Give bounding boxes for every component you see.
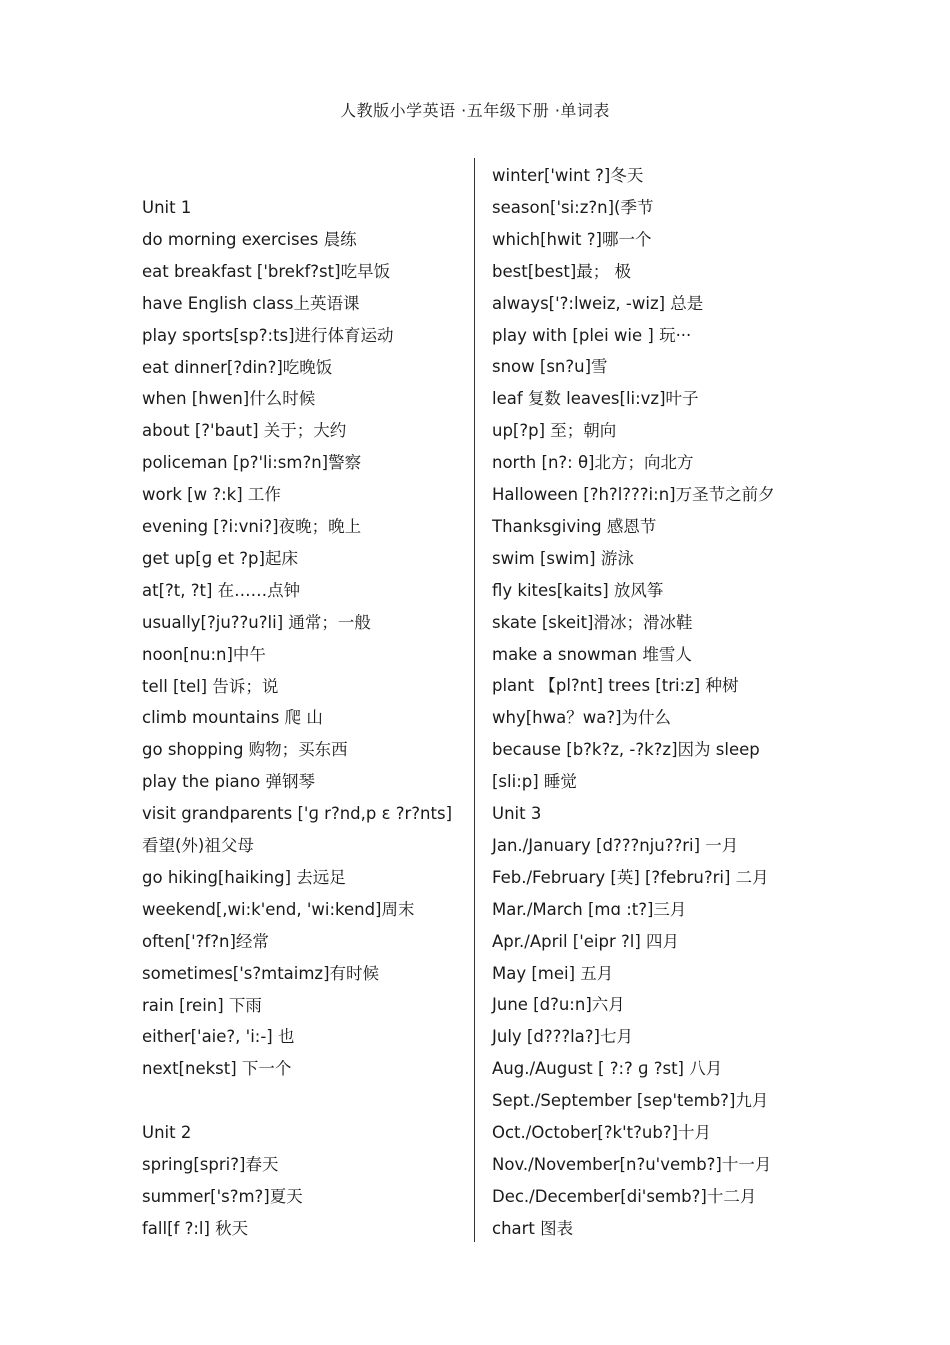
vocabulary-entry: July [d???la?]七月 (492, 1027, 633, 1047)
vocabulary-entry: Sept./September [sep'temb?]九月 (492, 1091, 769, 1111)
vocabulary-entry: play sports[sp?:ts]进行体育运动 (142, 325, 394, 345)
vocabulary-entry: either['aie?, 'i:-] 也 (142, 1027, 295, 1047)
vocabulary-entry: usually[?ju??u?li] 通常；一般 (142, 612, 371, 632)
vocabulary-entry: always['?:lweiz, -wiz] 总是 (492, 293, 704, 313)
vocabulary-entry: 看望(外)祖父母 (142, 836, 254, 855)
vocabulary-entry: plant 【pl?nt] trees [tri:z] 种树 (492, 676, 739, 696)
vocabulary-entry: work [w ?:k] 工作 (142, 485, 281, 505)
unit-heading: Unit 2 (142, 1123, 192, 1143)
vocabulary-entry: when [hwen]什么时候 (142, 389, 316, 409)
vocabulary-entry: June [d?u:n]六月 (492, 995, 625, 1015)
vocabulary-entry: season['si:z?n](季节 (492, 197, 654, 217)
vocabulary-entry: up[?p] 至；朝向 (492, 421, 617, 441)
vocabulary-entry: Apr./April ['eipr ?l] 四月 (492, 931, 680, 951)
vocabulary-entry: Aug./August [ ?:? ɡ ?st] 八月 (492, 1059, 723, 1079)
vocabulary-entry: evening [?i:vni?]夜晚；晚上 (142, 517, 362, 536)
vocabulary-entry: fly kites[kaits] 放风筝 (492, 580, 664, 600)
vocabulary-entry: noon[nu:n]中午 (142, 644, 266, 664)
vocabulary-entry: play with [plei wie ] 玩··· (492, 325, 692, 345)
vocabulary-entry: spring[spri?]春天 (142, 1155, 279, 1174)
vocabulary-entry: skate [skeit]滑冰；滑冰鞋 (492, 612, 693, 632)
vocabulary-entry: chart 图表 (492, 1218, 574, 1238)
vocabulary-entry: sometimes['s?mtaimz]有时候 (142, 963, 380, 983)
vocabulary-entry: tell [tel] 告诉；说 (142, 676, 279, 696)
vocabulary-entry: policeman [p?'li:sm?n]警察 (142, 453, 362, 473)
vocabulary-entry: rain [rein] 下雨 (142, 995, 262, 1015)
vocabulary-entry: Feb./February [英] [?febru?ri] 二月 (492, 867, 769, 887)
vocabulary-entry: winter['wint ?]冬天 (492, 166, 644, 185)
vocabulary-entry: leaf 复数 leaves[li:vz]叶子 (492, 389, 699, 409)
vocabulary-entry: have English class上英语课 (142, 293, 360, 313)
vocabulary-entry: make a snowman 堆雪人 (492, 644, 692, 664)
vocabulary-entry: eat dinner[?din?]吃晚饭 (142, 357, 333, 377)
vocabulary-entry: north [n?: θ]北方；向北方 (492, 453, 694, 473)
vocabulary-entry: May [mei] 五月 (492, 963, 614, 983)
vocabulary-entry: because [b?k?z, -?k?z]因为 sleep (492, 740, 760, 760)
vocabulary-entry: often['?f?n]经常 (142, 931, 269, 951)
vocabulary-entry: Nov./November[n?u'vemb?]十一月 (492, 1154, 772, 1174)
vocabulary-entry: next[nekst] 下一个 (142, 1059, 292, 1079)
vocabulary-entry: summer['s?m?]夏天 (142, 1186, 303, 1206)
vocabulary-entry: [sli:p] 睡觉 (492, 772, 577, 792)
vocabulary-entry: why[hwa？wa?]为什么 (492, 708, 672, 728)
vocabulary-entry: get up[ɡ et ?p]起床 (142, 548, 298, 568)
unit-heading: Unit 3 (492, 804, 542, 823)
vocabulary-entry: at[?t, ?t] 在……点钟 (142, 580, 301, 600)
vocabulary-entry: Dec./December[di'semb?]十二月 (492, 1186, 757, 1206)
vocabulary-entry: climb mountains 爬 山 (142, 708, 323, 728)
vocabulary-entry: go shopping 购物；买东西 (142, 740, 348, 760)
vocabulary-entry: go hiking[haiking] 去远足 (142, 867, 346, 887)
vocabulary-entry: Halloween [?h?l???i:n]万圣节之前夕 (492, 485, 775, 504)
vocabulary-entry: do morning exercises 晨练 (142, 229, 357, 249)
column-divider (474, 158, 475, 1242)
unit-heading: Unit 1 (142, 198, 192, 217)
vocabulary-entry: eat breakfast ['brekf?st]吃早饭 (142, 261, 391, 281)
vocabulary-entry: Mar./March [mɑ :t?]三月 (492, 899, 687, 919)
vocabulary-entry: snow [sn?u]雪 (492, 357, 608, 377)
vocabulary-entry: weekend[,wi:k'end, 'wi:kend]周末 (142, 899, 415, 919)
vocabulary-entry: Thanksgiving 感恩节 (492, 516, 657, 536)
vocabulary-entry: Jan./January [d???nju??ri] 一月 (492, 835, 739, 855)
vocabulary-entry: about [?'baut] 关于；大约 (142, 421, 347, 441)
vocabulary-entry: which[hwit ?]哪一个 (492, 229, 652, 249)
vocabulary-entry: play the piano 弹钢琴 (142, 772, 315, 792)
vocabulary-entry: fall[f ?:l] 秋天 (142, 1218, 249, 1238)
vocabulary-entry: best[best]最； 极 (492, 261, 632, 281)
page-title: 人教版小学英语 ·五年级下册 ·单词表 (340, 101, 610, 120)
vocabulary-entry: visit grandparents ['ɡ r?nd,p ε ?r?nts] (142, 804, 453, 824)
vocabulary-entry: swim [swim] 游泳 (492, 548, 634, 568)
vocabulary-entry: Oct./October[?k't?ub?]十月 (492, 1123, 712, 1142)
